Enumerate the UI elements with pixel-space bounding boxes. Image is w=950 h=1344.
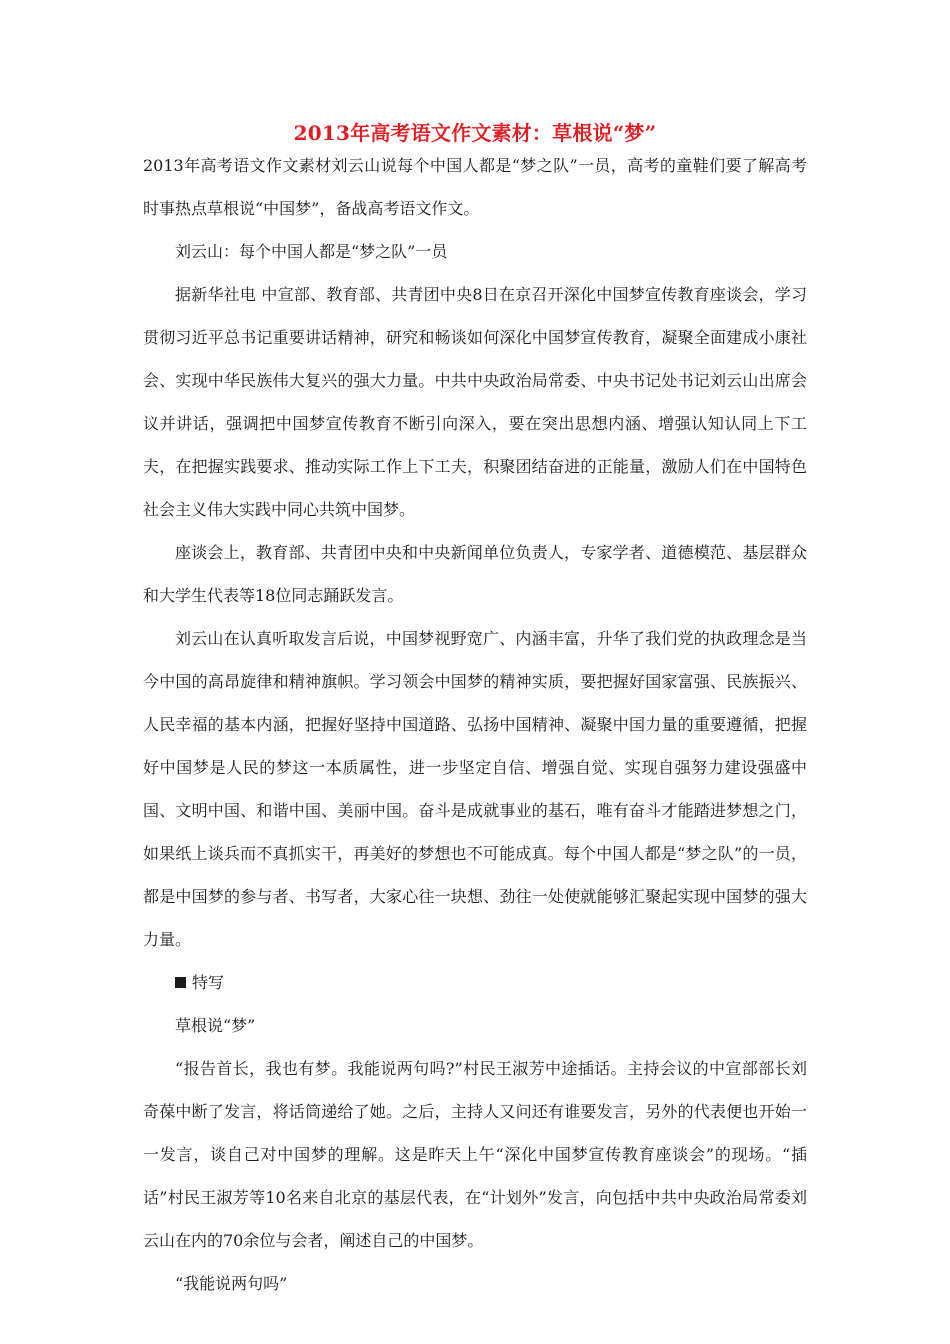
paragraph-subheading: “我能说两句吗” [175,1274,288,1293]
section-heading [143,961,807,1004]
paragraph-subheading: 刘云山：每个中国人都是“梦之队”一员 [175,242,448,261]
sub-title: 草根说“梦” [175,1016,256,1035]
paragraph: 刘云山在认真听取发言后说，中国梦视野宽广、内涵丰富，升华了我们党的执政理念是当今中国的高昂旋律和精神旗帜。学习领会中国梦的精神实质，要把握好国家富强、民族振兴、人民幸福的基本内涵，把握好坚持中国道路、弘扬中国精神、凝聚中国力量的重要遵循，把握好中国梦是人民的梦这一本质属性，进一步坚定自信、增强自觉、实现自强努力建设强盛中国、文明中国、和谐中国、美丽中国。奋斗是成就事业的基石，唯有奋斗才能踏进梦想之门，如果纸上谈兵而不真抓实干，再美好的梦想也不可能成真。每个中国人都是“梦之队”的一员，都是中国梦的参与者、书写者，大家心往一块想、劲往一处使就能够汇聚起实现中国梦的强大力量。 [143,629,807,949]
document-title: 2013年高考语文作文素材：草根说“梦” [293,121,657,145]
paragraph: “报告首长，我也有梦。我能说两句吗?”村民王淑芳中途插话。主持会议的中宣部部长刘奇葆中断了发言，将话筒递给了她。之后，主持人又问还有谁要发言，另外的代表便也开始一一发言，谈自己对中国梦的理解。这是昨天上午“深化中国梦宣传教育座谈会”的现场。“插话”村民王淑芳等10名来自北京的基层代表，在“计划外”发言，向包括中共中央政治局常委刘云山在内的70余位与会者，阐述自己的中国梦。 [143,1059,807,1250]
section-heading-label: 特写 [192,973,225,992]
paragraph: 据新华社电 中宣部、教育部、共青团中央8日在京召开深化中国梦宣传教育座谈会，学习贯彻习近平总书记重要讲话精神，研究和畅谈如何深化中国梦宣传教育，凝聚全面建成小康社会、实现中华民族伟大复兴的强大力量。中共中央政治局常委、中央书记处书记刘云山出席会议并讲话，强调把中国梦宣传教育不断引向深入，要在突出思想内涵、增强认知认同上下工夫，在把握实践要求、推动实际工作上下工夫，积聚团结奋进的正能量，激励人们在中国特色社会主义伟大实践中同心共筑中国梦。 [143,285,807,519]
square-bullet-icon [175,977,186,988]
document-body [143,118,807,1305]
intro-paragraph: 2013年高考语文作文素材刘云山说每个中国人都是“梦之队”一员，高考的童鞋们要了解高考时事热点草根说“中国梦”，备战高考语文作文。 [143,156,807,218]
paragraph: 座谈会上，教育部、共青团中央和中央新闻单位负责人，专家学者、道德模范、基层群众和大学生代表等18位同志踊跃发言。 [143,543,807,605]
